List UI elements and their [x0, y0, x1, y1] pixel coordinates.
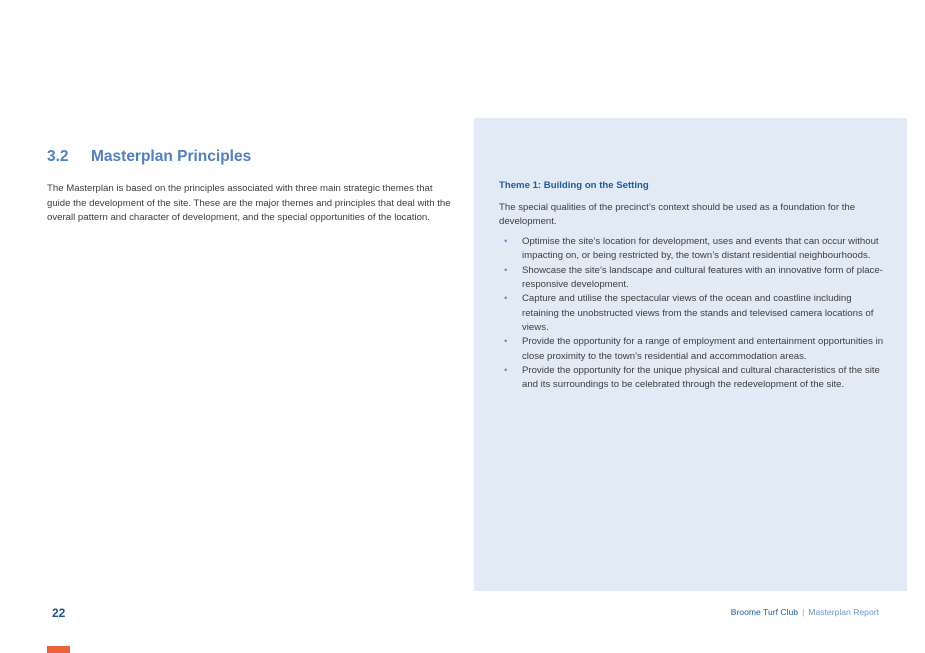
bullet-dot-icon: • — [504, 236, 508, 247]
section-number: 3.2 — [47, 147, 69, 165]
page-number: 22 — [52, 606, 66, 620]
list-item — [504, 235, 884, 264]
bullet-text: Provide the opportunity for the unique physical and cultural characteristics of the site and its surroundings to be celebrated through the redevelopment of the site. — [522, 365, 880, 391]
footer-club: Broome Turf Club — [730, 607, 799, 617]
theme-bullet-list — [504, 235, 884, 393]
bullet-dot-icon: • — [504, 293, 508, 305]
bullet-text: Provide the opportunity for a range of employment and entertainment opportunities in close proximity to the town’s residential and accommodation areas. — [522, 336, 884, 362]
section-title: Masterplan Principles — [91, 147, 252, 165]
theme-intro: The special qualities of the precinct’s context should be used as a foundation for the development. — [499, 202, 856, 228]
bullet-text: Optimise the site’s location for development, uses and events that can occur without impacting on, or being restricted by, the town’s distant residential neighbourhoods. — [522, 236, 879, 262]
footer-report: Masterplan Report — [808, 607, 879, 617]
intro-paragraph: The Masterplan is based on the principles associated with three main strategic themes that guide the development of the site. These are the major themes and principles that deal with the overall pattern and character of development, and the special opportunities of the location. — [47, 183, 451, 224]
list-item — [504, 292, 884, 335]
bullet-dot-icon: • — [504, 336, 508, 348]
bullet-text: Capture and utilise the spectacular views of the ocean and coastline including retaining the unobstructed views from the stands and televised camera locations of views. — [522, 293, 874, 334]
bullet-dot-icon: • — [504, 264, 508, 276]
bullet-dot-icon: • — [504, 365, 508, 377]
theme-title: Theme 1: Building on the Setting — [499, 180, 649, 191]
footer-separator: | — [802, 607, 805, 617]
list-item — [504, 335, 884, 364]
footer-credit — [731, 607, 879, 617]
section-heading — [47, 148, 251, 166]
list-item — [504, 264, 884, 293]
list-item — [504, 364, 884, 393]
accent-bar — [47, 646, 70, 653]
bullet-text: Showcase the site’s landscape and cultural features with an innovative form of place-responsive development. — [522, 264, 883, 291]
